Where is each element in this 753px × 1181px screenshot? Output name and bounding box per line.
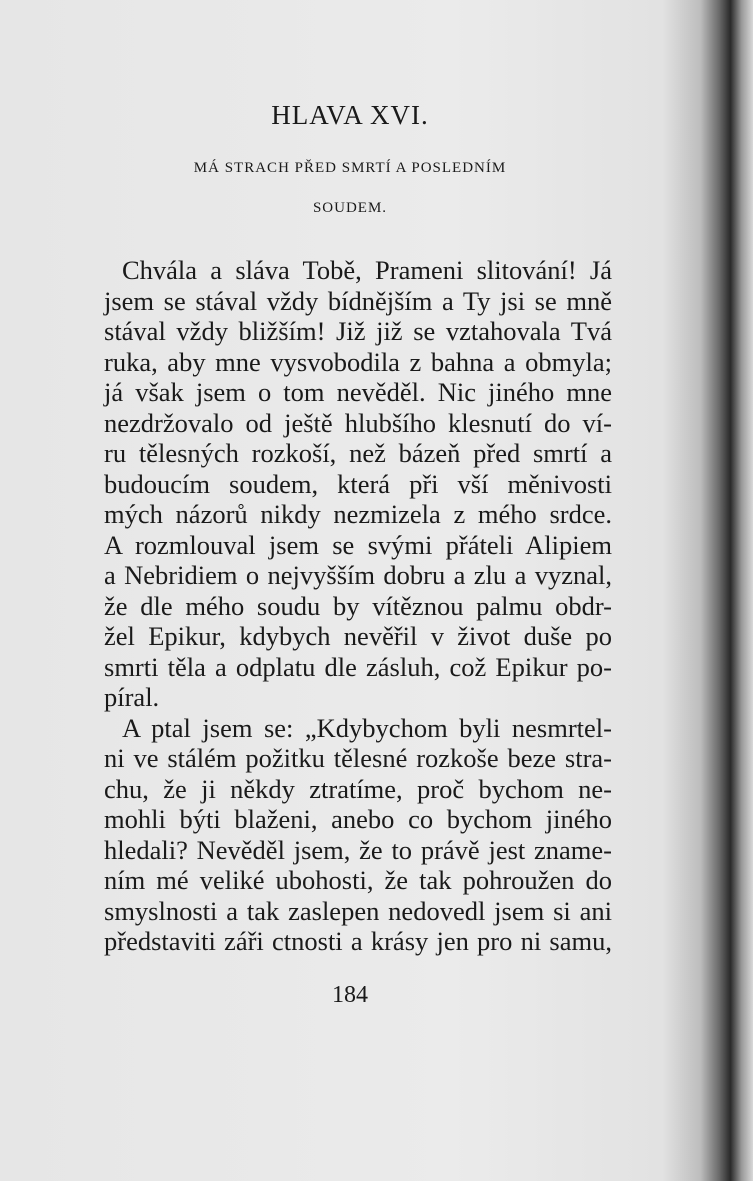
body-text [104, 255, 612, 957]
text-line: představiti záři ctnosti a krásy jen pro ni samu, [104, 926, 612, 956]
text-line: A rozmlouval jsem se svými přáteli Alipiem [104, 529, 612, 560]
chapter-title: HLAVA XVI. [271, 100, 429, 130]
text-line: já však jsem o tom nevěděl. Nic jiného mne [104, 377, 612, 407]
text-line: budoucím soudem, která při vší měnivosti [104, 468, 612, 499]
text-line: že dle mého soudu by vítěznou palmu obdr- [104, 590, 612, 621]
text-line: Chvála a sláva Tobě, Prameni slitování! Já [122, 255, 612, 285]
text-line: ruka, aby mne vysvobodila z bahna a obmyla; [104, 346, 612, 377]
text-line: hledali? Nevěděl jsem, že to právě jest zname- [104, 834, 612, 865]
text-line: smrti těla a odplatu dle zásluh, což Epikur po- [104, 651, 612, 682]
text-line: nezdržovalo od ještě hlubšího klesnutí do ví- [104, 407, 612, 438]
text-line: chu, že ji někdy ztratíme, proč bychom ne- [104, 773, 612, 804]
page-number: 184 [332, 982, 368, 1008]
text-line: píral. [104, 682, 160, 712]
chapter-subtitle-line-2: SOUDEM. [312, 200, 388, 216]
text-line: ni ve stálém požitku tělesné rozkoše beze stra- [104, 743, 612, 773]
text-line: A ptal jsem se: „Kdybychom byli nesmrtel- [122, 712, 612, 743]
text-line: a Nebridiem o nejvyšším dobru a zlu a vyznal, [104, 560, 612, 590]
text-line: žel Epikur, kdybych nevěřil v život duše po [104, 621, 612, 651]
text-line: jsem se stával vždy bídnějším a Ty jsi se mně [104, 285, 612, 316]
text-line: ním mé veliké ubohosti, že tak pohroužen do [104, 865, 612, 895]
text-line: mohli býti blaženi, anebo co bychom jiného [104, 804, 612, 834]
text-line: mých názorů nikdy nezmizela z mého srdce. [104, 499, 612, 529]
text-line: stával vždy bližším! Již již se vztahovala Tvá [104, 316, 612, 346]
text-line: smyslnosti a tak zaslepen nedovedl jsem si ani [104, 895, 612, 926]
chapter-subtitle-line-1: MÁ STRACH PŘED SMRTÍ A POSLEDNÍM [193, 160, 507, 176]
text-line: ru tělesných rozkoší, než bázeň před smrtí a [104, 438, 612, 468]
